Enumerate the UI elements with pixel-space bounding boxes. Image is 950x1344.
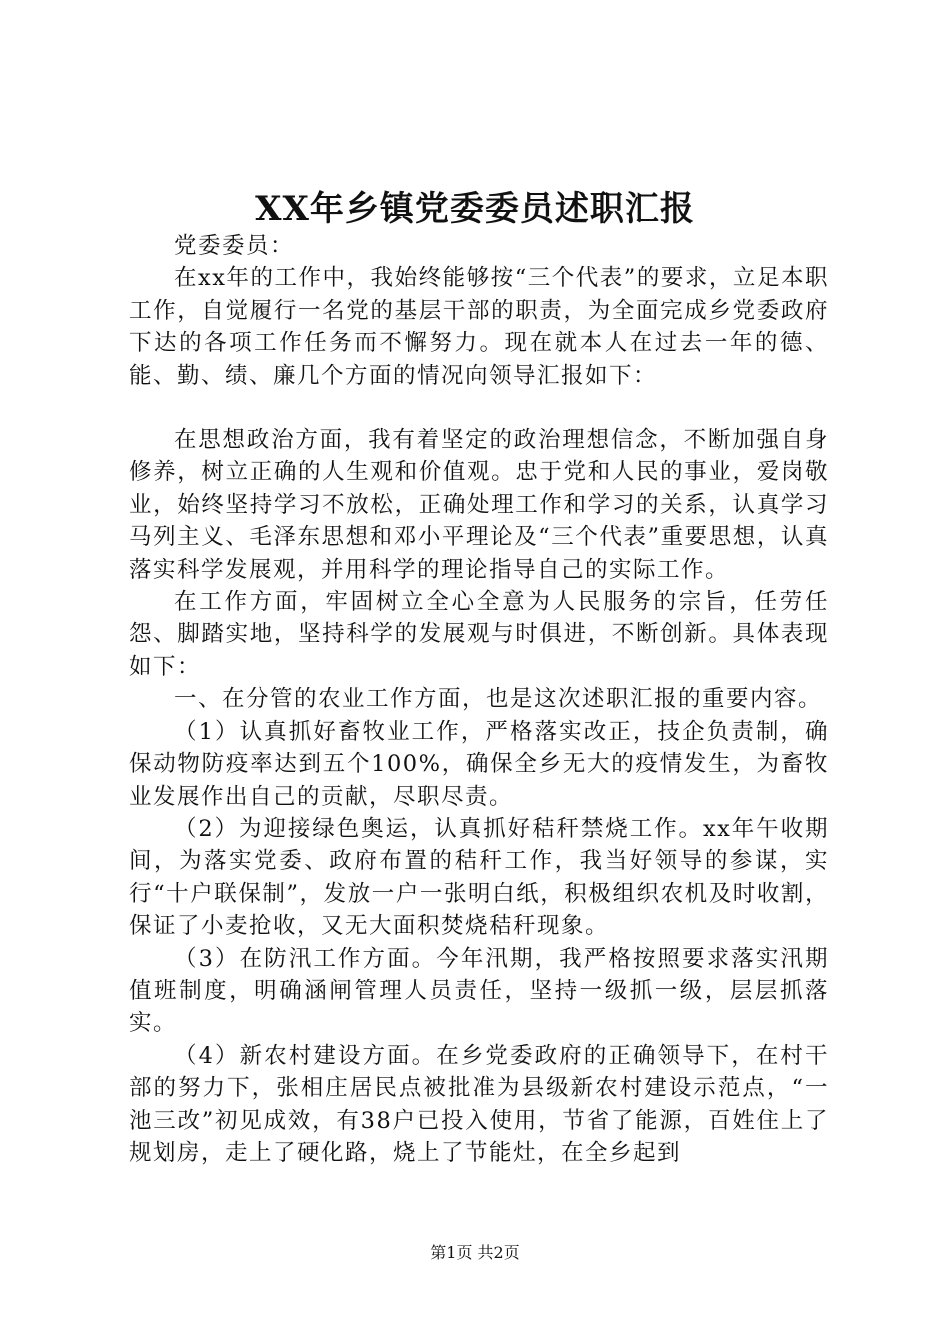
paragraph-work: 在工作方面，牢固树立全心全意为人民服务的宗旨，任劳任怨、脚踏实地，坚持科学的发展观与时俱进，不断创新。具体表现如下：	[129, 589, 829, 680]
paragraph-item-1: （1）认真抓好畜牧业工作，严格落实改正，技企负责制，确保动物防疫率达到五个100%，确保全乡无大的疫情发生，为畜牧业发展作出自己的贡献，尽职尽责。	[129, 718, 829, 810]
paragraph-item-4: （4）新农村建设方面。在乡党委政府的正确领导下，在村干部的努力下，张相庄居民点被批准为县级新农村建设示范点，“一池三改”初见成效，有38户已投入使用，节省了能源，百姓住上了规划房，走上了硬化路，烧上了节能灶，在全乡起到	[129, 1042, 829, 1166]
page-footer: 第1页 共2页	[430, 1243, 520, 1262]
paragraph-item-3: （3）在防汛工作方面。今年汛期，我严格按照要求落实汛期值班制度，明确涵闸管理人员责任，坚持一级抓一级，层层抓落实。	[129, 945, 829, 1037]
document-body	[129, 230, 829, 1169]
paragraph-intro: 在xx年的工作中，我始终能够按“三个代表”的要求，立足本职工作，自觉履行一名党的基层干部的职责，为全面完成乡党委政府下达的各项工作任务而不懈努力。现在就本人在过去一年的德、能、勤、绩、廉几个方面的情况向领导汇报如下：	[129, 265, 829, 389]
paragraph-agriculture-heading: 一、在分管的农业工作方面，也是这次述职汇报的重要内容。	[174, 686, 823, 713]
paragraph-item-2: （2）为迎接绿色奥运，认真抓好秸秆禁烧工作。xx年午收期间，为落实党委、政府布置的秸秆工作，我当好领导的参谋，实行“十户联保制”，发放一户一张明白纸，积极组织农机及时收割，保证了小麦抢收，又无大面积焚烧秸秆现象。	[129, 815, 829, 940]
salutation: 党委委员：	[174, 233, 295, 259]
document-title: XX年乡镇党委委员述职汇报	[255, 189, 695, 229]
paragraph-political: 在思想政治方面，我有着坚定的政治理想信念，不断加强自身修养，树立正确的人生观和价值观。忠于党和人民的事业，爱岗敬业，始终坚持学习不放松，正确处理工作和学习的关系，认真学习马列主义、毛泽东思想和邓小平理论及“三个代表”重要思想，认真落实科学发展观，并用科学的理论指导自己的实际工作。	[129, 427, 829, 583]
